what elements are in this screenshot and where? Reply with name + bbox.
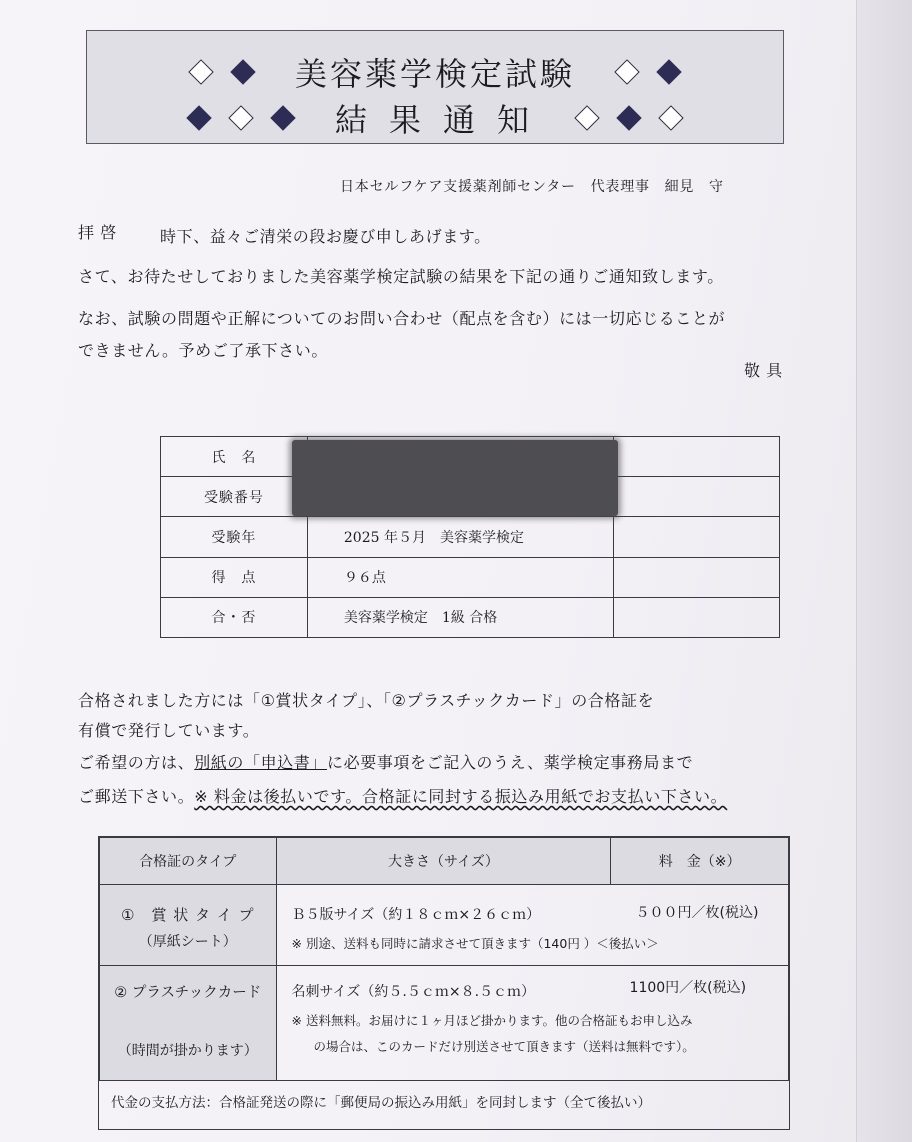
certificate-type-sub: （厚紙シート）: [138, 934, 237, 950]
greeting-label: 拝 啓: [78, 223, 117, 242]
payment-method: 代金の支払方法：合格証発送の際に「郵便局の振込み用紙」を同封します（全て後払い）: [111, 1095, 651, 1111]
detail-cell: [276, 966, 788, 1081]
diamond-outline-icon: [658, 105, 683, 130]
price-text: ５００円／枚(税込): [635, 905, 759, 921]
table-header-row: [100, 838, 789, 885]
exam-number-label: 受験番号: [161, 477, 308, 517]
redaction-block: [292, 440, 618, 516]
certificate-type-sub: （時間が掛かります）: [117, 1043, 258, 1059]
diamond-outline-icon: [614, 59, 639, 84]
exam-year-value: 2025 年５月 美容薬学検定: [307, 517, 614, 557]
name-label: 氏 名: [161, 437, 308, 477]
payment-method-row: [99, 1073, 789, 1129]
type-cell: [100, 885, 277, 966]
header-price: 料 金（※）: [611, 838, 789, 885]
application-form-reference: 別紙の「申込書」: [194, 753, 328, 772]
note-text: の場合は、このカードだけ別送させて頂きます（送料は無料です）。: [313, 1039, 695, 1054]
diamond-outline-icon: [574, 105, 599, 130]
notice-line-4: [78, 784, 727, 807]
size-text: Ｂ５版サイズ（約１８ｃｍ×２６ｃｍ）: [291, 907, 541, 923]
header-type: 合格証のタイプ: [100, 838, 277, 885]
table-row: [161, 557, 780, 597]
diamond-filled-icon: [656, 59, 681, 84]
header-size: 大きさ（サイズ）: [276, 838, 611, 885]
detail-cell: [276, 885, 788, 966]
document-subtitle: 結果通知: [334, 101, 551, 139]
notice-text: に必要事項をご記入のうえ、薬学検定事務局まで: [327, 753, 694, 772]
deferred-payment-note: ※ 料金は後払いです。合格証に同封する振込み用紙でお支払い下さい。: [194, 787, 728, 806]
letter-paragraph-1: さて、お待たせしておりました美容薬学検定試験の結果を下記の通りご通知致します。: [78, 267, 724, 286]
title-line-2: [87, 95, 783, 141]
notice-text: ご郵送下さい。: [78, 787, 195, 806]
note-text: ※ 別途、送料も同時に請求させて頂きます（140円 ）＜後払い＞: [291, 936, 659, 951]
diamond-outline-icon: [188, 59, 213, 84]
exam-year-label: 受験年: [161, 517, 308, 557]
table-row: [100, 966, 789, 1081]
document-title: 美容薬学検定試験: [294, 55, 575, 93]
notice-line-2: 有償で発行しています。: [78, 721, 260, 740]
fee-table: [98, 836, 790, 1130]
diamond-filled-icon: [270, 105, 295, 130]
score-value: ９６点: [307, 557, 614, 597]
diamond-filled-icon: [186, 105, 211, 130]
notice-line-1: 合格されました方には「①賞状タイプ」、「②プラスチックカード」の合格証を: [78, 691, 655, 710]
underlying-page-edge: [856, 0, 912, 1142]
table-row: [161, 517, 780, 557]
table-row: [161, 597, 780, 637]
diamond-outline-icon: [228, 105, 253, 130]
certificate-type: ② プラスチックカード: [114, 985, 262, 1001]
note-text: ※ 送料無料。お届けに１ヶ月ほど掛かります。他の合格証もお申し込み: [291, 1013, 693, 1028]
letter-paragraph-2-line-1: なお、試験の問題や正解についてのお問い合わせ（配点を含む）には一切応じることが: [78, 309, 726, 328]
greeting-text: 時下、益々ご清栄の段お慶び申しあげます。: [160, 227, 491, 246]
notice-text: ご希望の方は、: [78, 753, 195, 772]
diamond-filled-icon: [230, 59, 255, 84]
letter-closing: 敬 具: [744, 361, 783, 380]
pass-fail-label: 合・否: [161, 597, 308, 637]
title-box: [86, 30, 784, 144]
sender-line: 日本セルフケア支援薬剤師センター 代表理事 細見 守: [340, 179, 724, 195]
letter-paragraph-2-line-2: できません。予めご了承下さい。: [78, 341, 328, 360]
pass-fail-value: 美容薬学検定 1級 合格: [307, 597, 614, 637]
type-cell: [100, 966, 277, 1081]
title-line-1: [87, 49, 783, 95]
table-row: [100, 885, 789, 966]
diamond-filled-icon: [616, 105, 641, 130]
notice-line-3: [78, 750, 693, 773]
certificate-type: ① 賞 状 タ イ プ: [121, 906, 255, 924]
score-label: 得 点: [161, 557, 308, 597]
size-text: 名刺サイズ（約５.５ｃｍ×８.５ｃｍ）: [291, 984, 536, 1000]
price-text: 1100円／枚(税込): [629, 980, 747, 996]
